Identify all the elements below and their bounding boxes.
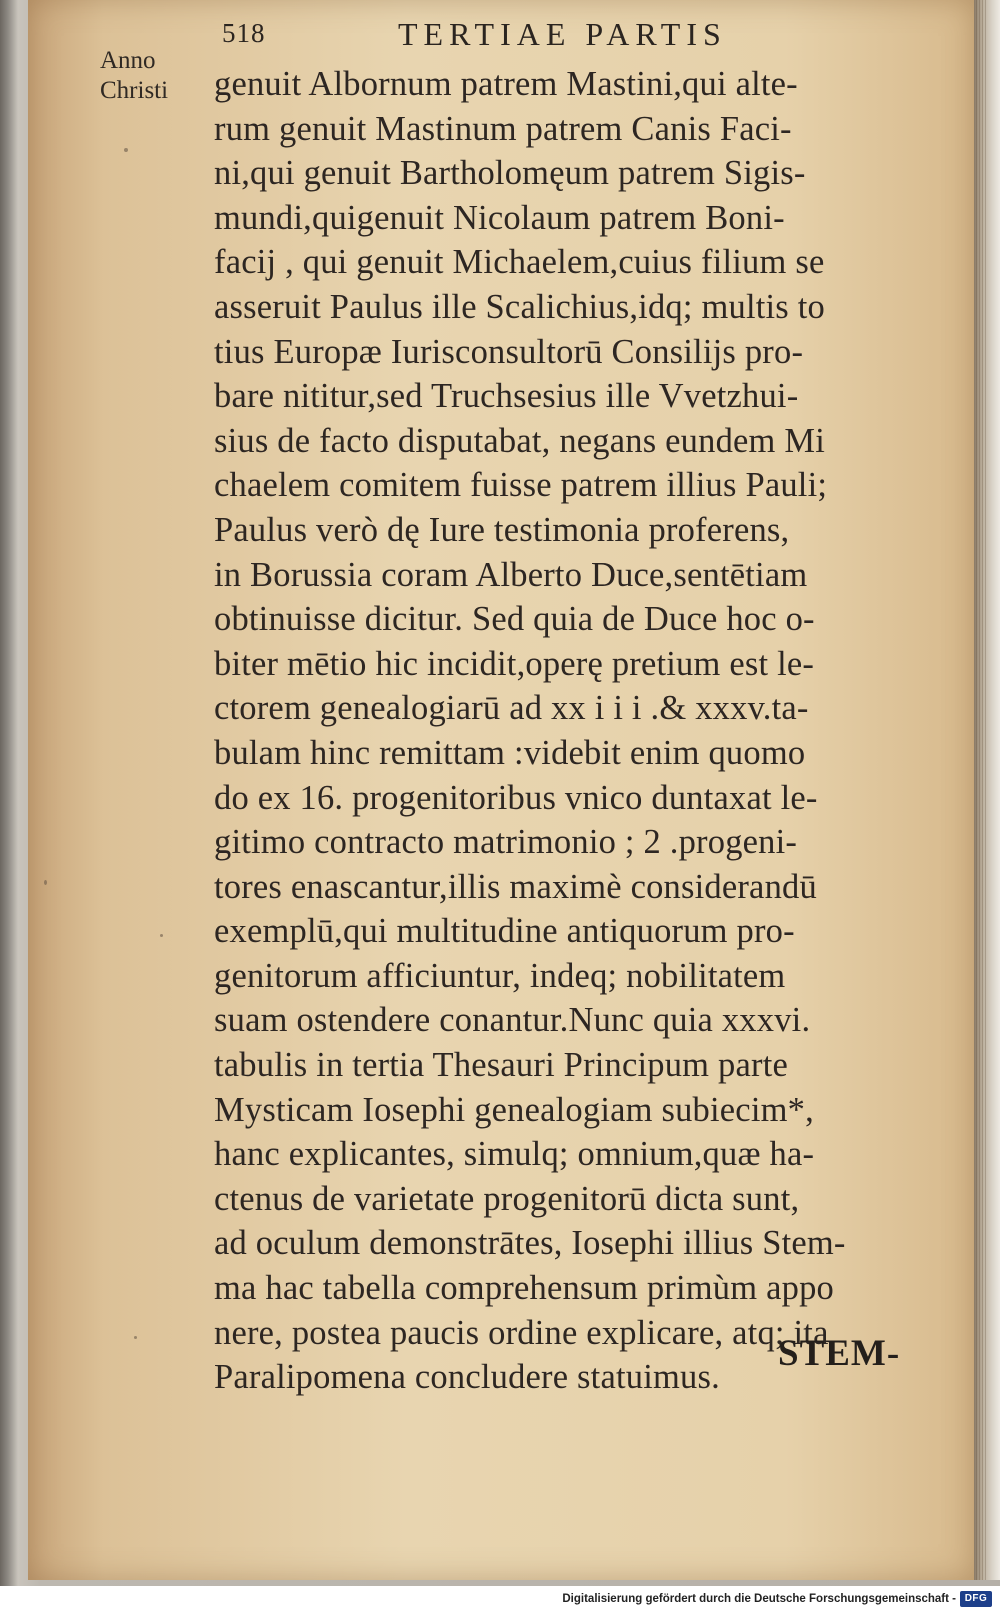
text-line: tius Europæ Iurisconsultorū Consilijs pro-	[214, 332, 804, 371]
text-line: bulam hinc remittam :videbit enim quomo	[214, 733, 806, 772]
text-line: facij , qui genuit Michaelem,cuius filium se	[214, 243, 825, 282]
text-line: bare nititur,sed Truchsesius ille Vvetzhui-	[214, 377, 799, 416]
page-number: 518	[222, 18, 266, 48]
text-line: Mysticam Iosephi genealogiam subiecim*,	[214, 1090, 814, 1129]
page-edge-lines	[976, 0, 986, 1580]
body-text	[214, 62, 934, 1400]
text-line: nere, postea paucis ordine explicare, atq; ita	[214, 1313, 829, 1352]
text-line: hanc explicantes, simulq; omnium,quæ ha-	[214, 1135, 815, 1174]
text-line: gitimo contracto matrimonio ; 2 .progeni-	[214, 823, 798, 862]
text-line: rum genuit Mastinum patrem Canis Faci-	[214, 109, 792, 148]
text-line: tores enascantur,illis maximè considerandū	[214, 867, 817, 906]
text-line: in Borussia coram Alberto Duce,sentētiam	[214, 555, 808, 594]
text-line: tabulis in tertia Thesauri Principum parte	[214, 1046, 788, 1085]
text-line: obtinuisse dicitur. Sed quia de Duce hoc o-	[214, 600, 815, 639]
text-line: genuit Albornum patrem Mastini,qui alte-	[214, 65, 798, 103]
text-line: Paulus verò dę Iure testimonia proferens,	[214, 510, 790, 549]
paper-speck	[44, 880, 47, 885]
margin-note	[100, 46, 210, 106]
text-line: do ex 16. progenitoribus vnico duntaxat le-	[214, 778, 818, 817]
funding-credit: Digitalisierung gefördert durch die Deutsche Forschungsgemeinschaft -	[562, 1593, 956, 1605]
text-line: chaelem comitem fuisse patrem illius Pauli;	[214, 466, 828, 505]
text-line: sius de facto disputabat, negans eundem Mi	[214, 421, 826, 460]
text-line: exemplū,qui multitudine antiquorum pro-	[214, 912, 795, 951]
footer-bar	[0, 1586, 1000, 1615]
text-line: ad oculum demonstrātes, Iosephi illius Stem-	[214, 1224, 846, 1263]
text-line: genitorum afficiuntur, indeq; nobilitatem	[214, 956, 786, 995]
dfg-logo: DFG	[960, 1591, 992, 1607]
running-head: TERTIAE PARTIS	[398, 16, 727, 52]
text-line: asseruit Paulus ille Scalichius,idq; multis to	[214, 287, 825, 326]
margin-note-line: Anno	[100, 47, 156, 74]
text-line: ma hac tabella comprehensum primùm appo	[214, 1269, 834, 1308]
catchword: STEM-	[778, 1333, 901, 1374]
paper-speck	[134, 1336, 137, 1339]
text-line: biter mētio hic incidit,operę pretium est le-	[214, 644, 815, 683]
text-line: suam ostendere conantur.Nunc quia xxxvi.	[214, 1001, 811, 1040]
text-line: ctorem genealogiarū ad xx i i i .& xxxv.ta-	[214, 689, 809, 728]
margin-note-line: Christi	[100, 77, 169, 104]
text-line: Paralipomena concludere statuimus.	[214, 1358, 720, 1397]
text-line: ctenus de varietate progenitorū dicta sunt,	[214, 1179, 800, 1218]
paper-speck	[124, 148, 128, 152]
text-line: mundi,quigenuit Nicolaum patrem Boni-	[214, 198, 785, 237]
paper-speck	[160, 934, 163, 937]
text-line: ni,qui genuit Bartholomęum patrem Sigis-	[214, 154, 806, 193]
